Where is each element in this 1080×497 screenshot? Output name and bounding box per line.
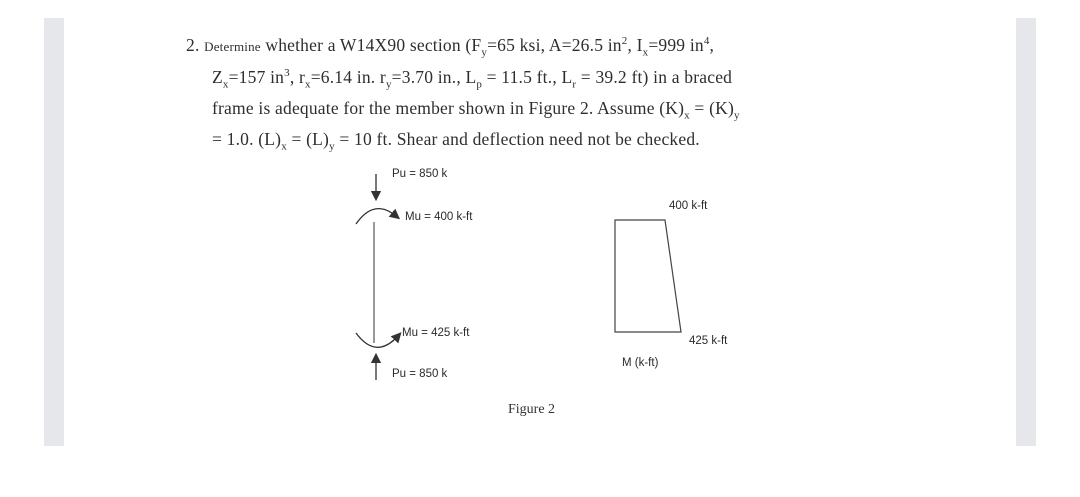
text-run: = 10 ft. Shear and deflection need not be checked. [334, 129, 700, 149]
text-run: =157 in [228, 67, 285, 87]
subscript: y [329, 140, 335, 153]
superscript: 4 [703, 35, 710, 48]
subscript: x [305, 78, 311, 91]
text-run: = 39.2 ft) in a braced [576, 67, 733, 87]
text-run: , I [627, 35, 643, 55]
subscript: x [281, 140, 287, 153]
superscript: 3 [284, 67, 290, 80]
top-moment-arrow [356, 209, 396, 224]
subscript: x [684, 109, 690, 122]
text-run: =3.70 in., L [391, 67, 477, 87]
subscript: x [222, 78, 229, 91]
problem-number: 2. [186, 35, 200, 55]
subscript: y [733, 109, 740, 122]
moment-axis-label: M (k-ft) [622, 357, 659, 369]
subscript: x [642, 46, 649, 59]
top-moment-label: Mu = 400 k-ft [405, 211, 473, 223]
top-axial-load-label: Pu = 850 k [392, 168, 448, 180]
moment-top-value: 400 k-ft [669, 200, 708, 212]
figure-caption: Figure 2 [508, 402, 556, 417]
text-run: whether a W14X90 section (F [265, 35, 482, 55]
text-run: = 11.5 ft., L [482, 67, 573, 87]
subscript: y [481, 46, 488, 59]
moment-bottom-value: 425 k-ft [689, 335, 728, 347]
text-run: =65 ksi, A=26.5 in [487, 35, 622, 55]
text-run: , r [289, 67, 305, 87]
problem-lead-word: Determine [204, 39, 261, 54]
text-run: frame is adequate for the member shown in Figure 2. Assume (K) [212, 98, 685, 118]
moment-diagram [615, 220, 681, 332]
subscript: y [385, 78, 392, 91]
text-run: = (L) [286, 129, 330, 149]
subscript: p [476, 78, 483, 91]
superscript: 2 [621, 35, 628, 48]
text-run: =999 in [648, 35, 704, 55]
text-run: , [709, 35, 715, 55]
bottom-moment-label: Mu = 425 k-ft [402, 327, 470, 339]
text-run: = (K) [689, 98, 734, 118]
bottom-axial-load-label: Pu = 850 k [392, 368, 448, 380]
subscript: r [572, 78, 577, 91]
text-run: Z [212, 67, 223, 87]
text-run: = 1.0. (L) [212, 129, 282, 149]
bottom-moment-arrow [356, 333, 398, 347]
text-run: =6.14 in. r [310, 67, 386, 87]
